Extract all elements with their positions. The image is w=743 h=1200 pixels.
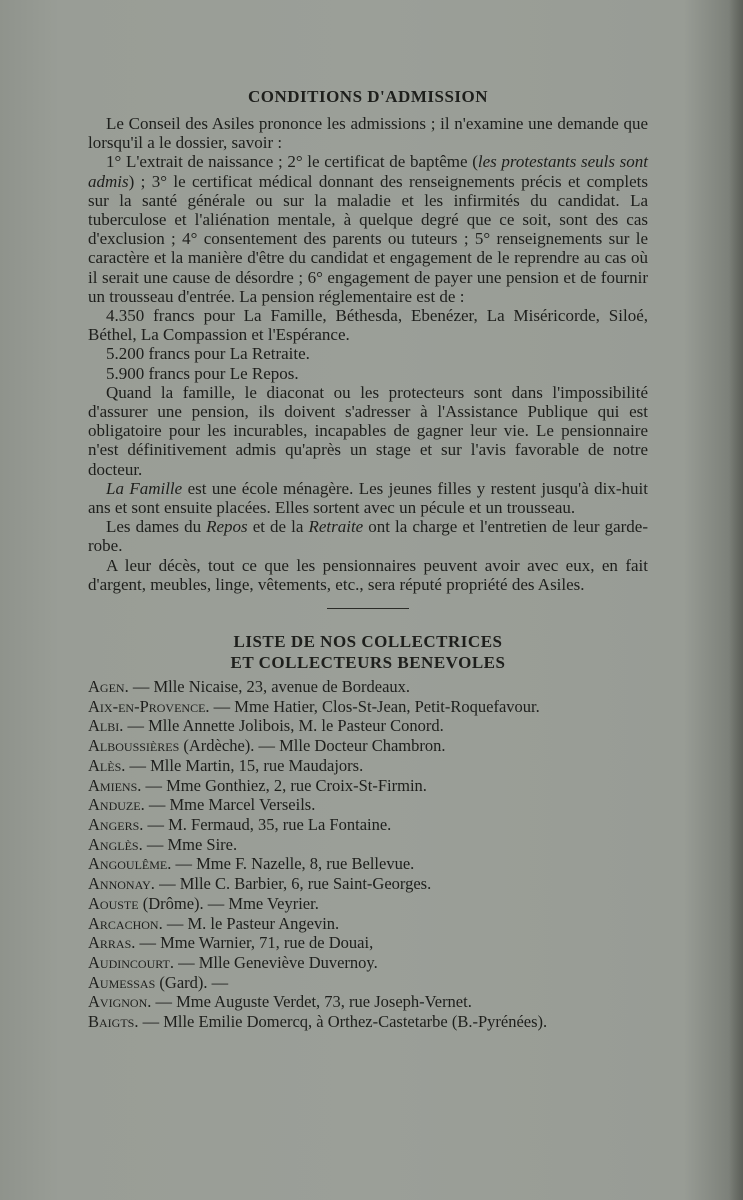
- collector-town: Baigts.: [88, 1012, 139, 1032]
- collector-town: Angoulême.: [88, 854, 172, 874]
- paragraph-italic-text: Retraite: [308, 517, 364, 537]
- paragraph-italic-text: La Famille: [106, 478, 183, 498]
- list-item: [88, 697, 648, 717]
- collector-details: — Mme Marcel Verseils.: [144, 795, 316, 815]
- collector-town: Amiens.: [88, 775, 142, 795]
- list-item: [88, 894, 648, 914]
- collector-town: Audincourt.: [88, 952, 174, 972]
- collector-town: Alès.: [88, 755, 126, 775]
- paragraph-text: Les dames du: [106, 517, 207, 537]
- paragraph-text: 5.200 francs pour La Retraite.: [106, 344, 310, 364]
- paragraph-text: 5.900 francs pour Le Repos.: [106, 363, 299, 383]
- list-item: [88, 815, 648, 835]
- paragraph-text: Quand la famille, le diaconat ou les protecteurs sont dans l'impossibilité d'assurer une pension, ils doivent s'adresser à l'Assistance Publique qui est obligatoire pour les incurables, incapables de gagner leur vie. Le pensionnaire n'est définitivement admis qu'après un stage et sur l'avis favorable de notre docteur.: [88, 382, 648, 479]
- collectors-list: [88, 677, 648, 1032]
- list-item: [88, 992, 648, 1012]
- list-item: [88, 854, 648, 874]
- paragraph: [88, 344, 648, 363]
- paragraph-text: est une école ménagère. Les jeunes filles y restent jusqu'à dix-huit ans et sont ensuite placées. Elles sortent avec un pécule et un trousseau.: [88, 478, 648, 518]
- collector-details: — Mme Auguste Verdet, 73, rue Joseph-Vernet.: [151, 992, 472, 1012]
- collector-town: Anglès.: [88, 834, 143, 854]
- paragraph-italic-text: Repos: [206, 517, 248, 537]
- collector-town: Alboussières: [88, 736, 180, 756]
- paragraph-text: Le Conseil des Asiles prononce les admissions ; il n'examine une demande que lorsqu'il a le dossier, savoir :: [88, 114, 648, 153]
- collector-town: Arcachon.: [88, 913, 163, 933]
- paragraph: [88, 152, 648, 306]
- collector-details: (Drôme). — Mme Veyrier.: [138, 893, 319, 913]
- list-item: [88, 776, 648, 796]
- collector-details: — Mlle C. Barbier, 6, rue Saint-Georges.: [154, 874, 432, 894]
- collector-town: Angers.: [88, 815, 144, 834]
- paragraph: [88, 517, 648, 555]
- collector-details: — Mlle Geneviève Duvernoy.: [173, 952, 378, 972]
- list-item: [88, 953, 648, 973]
- list-item: [88, 756, 648, 776]
- paragraph-italic-text: les protestants seuls sont admis: [88, 152, 648, 191]
- paragraph: [88, 479, 648, 517]
- list-item: [88, 716, 648, 736]
- collector-town: Aumessas: [88, 972, 156, 992]
- page-content: [88, 86, 648, 1032]
- collector-details: — Mme Warnier, 71, rue de Douai,: [135, 933, 374, 953]
- section-divider: [327, 608, 409, 609]
- collector-details: — Mlle Emilie Domercq, à Orthez-Castetarbe (B.-Pyrénées).: [138, 1012, 548, 1032]
- conditions-heading: CONDITIONS D'ADMISSION: [247, 87, 489, 106]
- collector-details: — Mme Gonthiez, 2, rue Croix-St-Firmin.: [141, 775, 427, 795]
- paragraph: [88, 114, 648, 152]
- conditions-body: [88, 114, 648, 594]
- collector-town: Anduze.: [88, 795, 145, 815]
- collector-town: Agen.: [88, 677, 129, 697]
- collector-town: Aouste: [88, 893, 139, 913]
- paragraph-text: et de la: [247, 517, 309, 537]
- collectors-heading-line1: LISTE DE NOS COLLECTRICES: [233, 632, 503, 652]
- collector-details: — Mme Hatier, Clos-St-Jean, Petit-Roquefavour.: [209, 696, 540, 716]
- collector-details: — M. le Pasteur Angevin.: [162, 913, 340, 933]
- paragraph-text: ont la charge et l'entretien de leur garde-robe.: [88, 517, 648, 556]
- paragraph: [88, 383, 648, 479]
- collectors-heading: [88, 631, 648, 673]
- paragraph-text: 4.350 francs pour La Famille, Béthesda, Ebenézer, La Miséricorde, Siloé, Béthel, La Compassion et l'Espérance.: [88, 306, 648, 345]
- list-item: [88, 914, 648, 934]
- paragraph-text: A leur décès, tout ce que les pensionnaires peuvent avoir avec eux, en fait d'argent, meubles, linge, vêtements, etc., sera réputé propriété des Asiles.: [88, 555, 648, 594]
- collector-details: — Mlle Annette Jolibois, M. le Pasteur Conord.: [123, 716, 444, 736]
- list-item: [88, 933, 648, 953]
- collector-details: — Mme F. Nazelle, 8, rue Bellevue.: [171, 854, 415, 874]
- collector-town: Arras.: [88, 933, 136, 953]
- list-item: [88, 795, 648, 815]
- paragraph: [88, 556, 648, 594]
- collector-details: — M. Fermaud, 35, rue La Fontaine.: [143, 815, 392, 834]
- list-item: [88, 1012, 648, 1032]
- collector-details: — Mlle Martin, 15, rue Maudajors.: [125, 755, 364, 775]
- list-item: [88, 835, 648, 855]
- collector-town: Annonay.: [88, 874, 155, 894]
- collectors-heading-line2: ET COLLECTEURS BENEVOLES: [230, 653, 506, 673]
- list-item: [88, 677, 648, 697]
- collector-details: — Mme Sire.: [142, 834, 238, 854]
- collector-details: (Ardèche). — Mlle Docteur Chambron.: [179, 736, 446, 756]
- paragraph-text: 1° L'extrait de naissance ; 2° le certificat de baptême (: [106, 152, 478, 172]
- collector-town: Aix-en-Provence.: [88, 696, 210, 716]
- paragraph: [88, 364, 648, 383]
- list-item: [88, 874, 648, 894]
- list-item: [88, 736, 648, 756]
- collector-town: Albi.: [88, 716, 124, 736]
- collector-details: — Mlle Nicaise, 23, avenue de Bordeaux.: [128, 677, 411, 697]
- paragraph: [88, 306, 648, 344]
- collector-town: Avignon.: [88, 992, 152, 1012]
- paragraph-text: ) ; 3° le certificat médical donnant des renseignements précis et complets sur la santé générale ou sur la maladie et les infirmités du candidat. La tuberculose et l'aliénation mentale, à quelque degré que ce soit, sont des cas d'exclusion ; 4° consentement des parents ou tuteurs ; 5° renseignements sur le caractère et la manière d'être du candidat et engagement de le reprendre au cas où il serait une cause de désordre ; 6° engagement de payer une pension et de fournir un trousseau d'entrée. La pension réglementaire est de :: [88, 171, 648, 306]
- list-item: [88, 973, 648, 993]
- collector-details: (Gard). —: [155, 972, 229, 992]
